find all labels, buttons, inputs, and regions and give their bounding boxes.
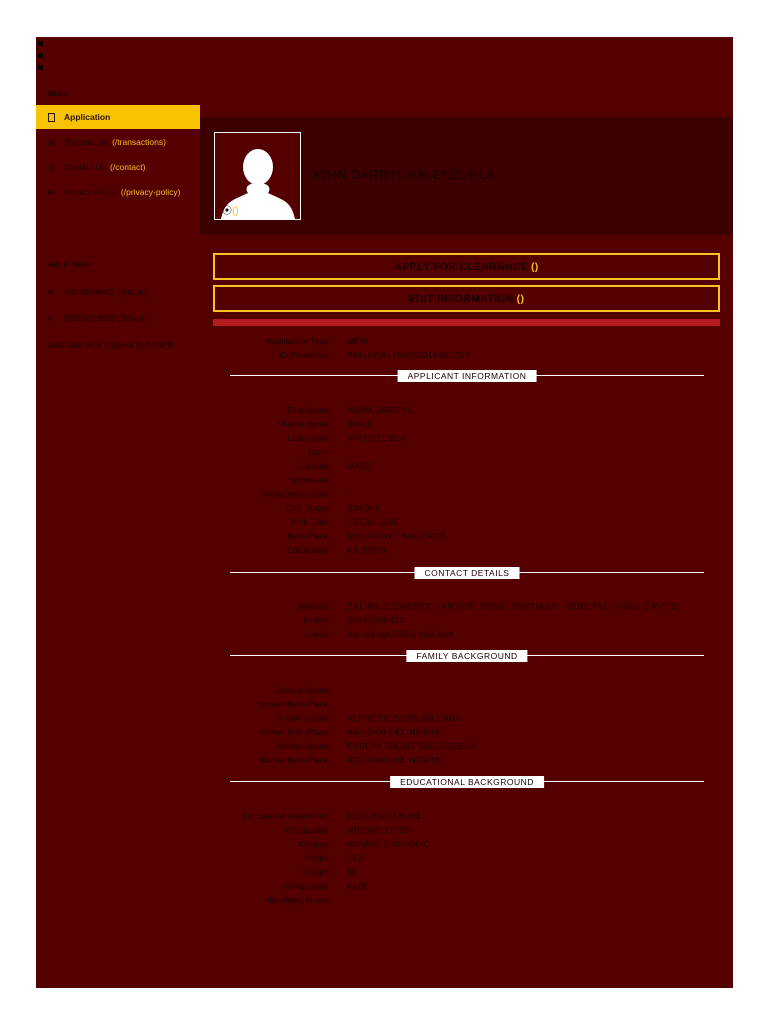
info-row: [221, 699, 716, 713]
info-row: [221, 433, 716, 447]
info-row: [221, 895, 716, 909]
info-row: [221, 685, 716, 699]
row-label: Nickname:: [290, 475, 331, 485]
row-value: 60: [347, 867, 358, 877]
apply-clearance-label: APPLY FOR CLEARANCE: [394, 260, 528, 273]
edit-information-label: EDIT INFORMATION: [408, 292, 514, 305]
info-row: [221, 350, 716, 364]
section-family: [230, 650, 704, 662]
lock-icon: ■: [48, 187, 53, 197]
info-row: [221, 881, 716, 895]
edit-information-suffix: (): [516, 292, 525, 305]
row-value: 09927288820: [347, 615, 405, 625]
info-row: [221, 405, 716, 419]
sidebar-item-privacy[interactable]: [36, 180, 200, 204]
info-row: [221, 713, 716, 727]
sidebar-item-label: Transaction: [64, 137, 109, 147]
row-value: JOHN DARRYL: [347, 405, 413, 415]
info-row: [221, 825, 716, 839]
info-row: [221, 419, 716, 433]
row-label: Birth Date:: [290, 517, 331, 527]
row-label: Civil Status:: [286, 503, 331, 513]
help-line-globe: [48, 287, 147, 297]
info-row: [221, 517, 716, 531]
row-value: UNEMPLOYED: [347, 825, 412, 835]
row-label: E-mail:: [304, 629, 331, 639]
sidebar-item-contact[interactable]: [36, 155, 200, 179]
info-row: [221, 489, 716, 503]
camera-icon[interactable]: ⦿(): [222, 206, 239, 217]
row-label: Father Birth Place:: [260, 727, 331, 737]
sidebar-item-path: (/contact): [110, 162, 146, 172]
info-row: [221, 755, 716, 769]
row-label: Birth Place:: [287, 531, 331, 541]
menu-toggle-icon[interactable]: [38, 41, 43, 46]
row-label: Suffix:: [307, 447, 331, 457]
help-hours: Available from 8:00AM to 5:00PM: [48, 340, 175, 350]
sidebar-item-label: Contact Us: [64, 162, 107, 172]
phone-icon: ✆: [48, 314, 55, 323]
section-applicant: [230, 370, 704, 382]
row-value: COLLEGE LEVEL: [347, 811, 423, 821]
info-row: [221, 601, 716, 615]
row-value: MALABON TINAJEROS: [347, 531, 447, 541]
row-value: MALE: [347, 461, 373, 471]
row-label: Mother Name:: [277, 741, 331, 751]
apply-clearance-suffix: (): [530, 260, 539, 273]
row-value: ROMAN CATHOLIC: [347, 839, 431, 849]
row-label: Father Name:: [279, 713, 331, 723]
info-row: [221, 727, 716, 741]
sidebar-item-path: (/transactions): [112, 137, 166, 147]
row-label: Last Name:: [287, 433, 331, 443]
apply-clearance-button[interactable]: [213, 253, 720, 280]
row-label: AKA/Other Name:: [262, 489, 331, 499]
row-value: VALENZUELA: [347, 433, 407, 443]
document-icon: [48, 113, 55, 122]
section-title: EDUCATIONAL BACKGROUND: [390, 776, 544, 788]
transaction-icon: ▤: [48, 137, 56, 147]
section-title: CONTACT DETAILS: [415, 567, 520, 579]
section-title: APPLICANT INFORMATION: [398, 370, 537, 382]
section-education: [230, 776, 704, 788]
info-row: [221, 531, 716, 545]
sidebar-item-label: Application: [64, 112, 111, 122]
info-row: [221, 741, 716, 755]
info-row: [221, 811, 716, 825]
row-label: Occupation:: [285, 825, 331, 835]
info-row: [221, 503, 716, 517]
row-label: First Name:: [287, 405, 331, 415]
info-row: [221, 615, 716, 629]
row-label: Religion:: [297, 839, 331, 849]
row-label: Citizenship:: [287, 545, 331, 555]
row-value: AGUSAN DEL NORTE: [347, 727, 442, 737]
info-row: [221, 853, 716, 867]
divider-bar: [213, 319, 720, 326]
row-value: AGUSAN DEL NORTE: [347, 755, 442, 765]
row-value: SINGLE: [347, 503, 382, 513]
row-value: 13 Oct 2000: [347, 517, 399, 527]
row-label: ID Presented:: [279, 350, 331, 360]
section-title: FAMILY BACKGROUND: [406, 650, 527, 662]
info-row: [221, 336, 716, 350]
row-label: Complexion:: [283, 881, 331, 891]
user-icon[interactable]: [38, 65, 43, 70]
info-row: [221, 461, 716, 475]
contact-icon: ✆: [48, 162, 55, 172]
row-value: EVELYN GILDO VALENZUELA: [347, 741, 478, 751]
row-value: darrylsaga30@gmail.com: [347, 629, 455, 639]
phone-icon: ✆: [48, 288, 55, 297]
row-value: NEW: [347, 336, 369, 346]
row-label: Mother Birth Place:: [258, 755, 331, 765]
row-value: 153: [347, 853, 363, 863]
section-contact: [230, 567, 704, 579]
edit-information-button[interactable]: [213, 285, 720, 312]
row-value: NINO: [347, 419, 371, 429]
row-label: Height:: [304, 853, 331, 863]
info-row: [221, 447, 716, 461]
row-label: Middle Name:: [278, 419, 331, 429]
info-row: [221, 629, 716, 643]
camera-suffix: (): [232, 206, 239, 217]
row-label: Mobile:: [303, 615, 331, 625]
row-label: Application Type:: [266, 336, 331, 346]
sidebar-item-path: (/privacy-policy): [120, 187, 181, 197]
sidebar-item-transaction[interactable]: [36, 130, 200, 154]
row-value: -: [347, 489, 351, 499]
info-row: [221, 839, 716, 853]
row-label: Gender:: [300, 461, 331, 471]
grid-icon[interactable]: [38, 53, 43, 58]
profile-banner: [200, 117, 733, 235]
row-value: FILIPINO: [347, 545, 387, 555]
row-label: Spouse Name:: [274, 685, 331, 695]
menu-title: MENU: [48, 92, 68, 98]
row-label: Weight:: [302, 867, 331, 877]
app-frame: [36, 37, 733, 988]
row-value: PHILHEALTH(082014681753: [347, 350, 470, 360]
row-value: ALFREDO CURILAN SABA: [347, 713, 462, 723]
help-phone: 09204129890 (Smart): [64, 313, 147, 323]
help-desk-title: HELP DESK: [48, 262, 93, 269]
row-value: FAIR: [347, 881, 368, 891]
sidebar-item-application[interactable]: [36, 105, 200, 129]
row-label: Educational Attainment:: [241, 811, 331, 821]
row-label: Spouse Birth Place:: [256, 699, 331, 709]
row-label: Identifying Marks:: [264, 895, 331, 905]
row-label: Address:: [297, 601, 331, 611]
row-value: SALIBA 2, CARAPICHAN AVE. BRGY. SANTIAGO, GENERAL TRIAS, CAVITE: [347, 601, 678, 611]
info-row: [221, 867, 716, 881]
help-line-smart: [48, 313, 147, 323]
info-row: [221, 545, 716, 559]
profile-name: JOHN DARRYL VALENZUELA: [310, 167, 495, 182]
avatar: [214, 132, 301, 220]
info-row: [221, 475, 716, 489]
sidebar-item-label: Privacy Policy: [64, 187, 117, 197]
help-phone: 09178999421 (Globe): [64, 287, 147, 297]
